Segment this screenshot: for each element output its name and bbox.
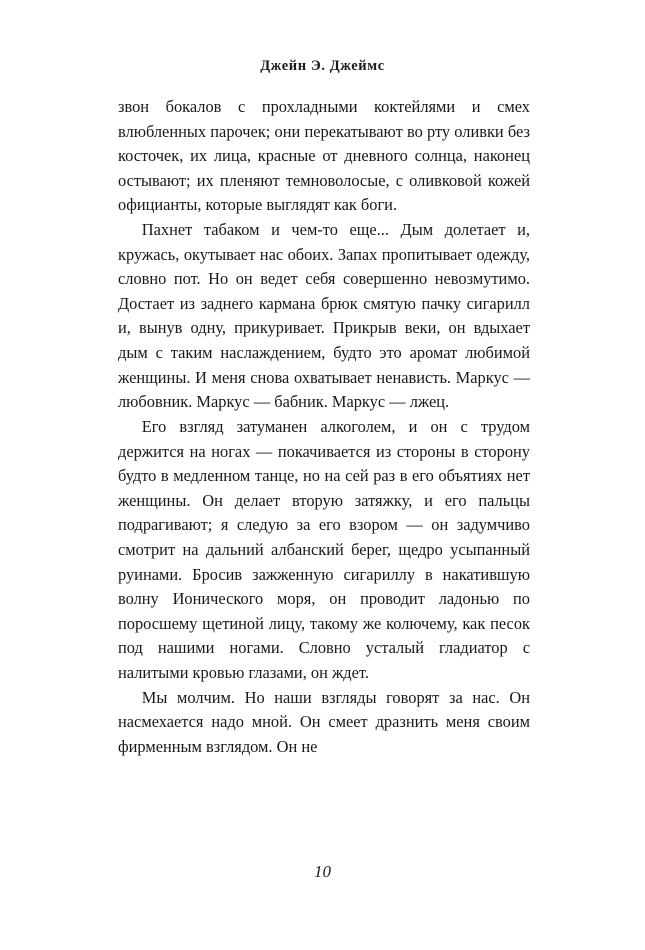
paragraph: Пахнет табаком и чем-то еще... Дым долетает и, кружась, окутывает нас обоих. Запах пропитывает одежду, словно пот. Но он ведет себя совершенно невозмутимо. Достает из заднего кармана брюк смятую пачку сигарилл и, вынув одну, прикуривает. Прикрыв веки, он вдыхает дым с таким наслаждением, будто это аромат любимой женщины. И меня снова охватывает ненависть. Маркус — любовник. Маркус — бабник. Маркус — лжец.: [118, 220, 530, 412]
paragraph: Его взгляд затуманен алкоголем, и он с трудом держится на ногах — покачивается из стороны в сторону будто в медленном танце, но на сей раз в его объятиях нет женщины. Он делает вторую затяжку, и его пальцы подрагивают; я следую за его взором — он задумчиво смотрит на дальний албанский берег, щедро усыпанный руинами. Бросив зажженную сигариллу в накатившую волну Ионического моря, он проводит ладонью по поросшему щетиной лицу, такому же колючему, как песок под нашими ногами. Словно усталый гладиатор с налитыми кровью глазами, он ждет.: [118, 416, 530, 683]
paragraph: звон бокалов с прохладными коктейлями и смех влюбленных парочек; они перекатывают во рту оливки без косточек, их лица, красные от дневного солнца, наконец остывают; их пленяют темноволосые, с оливковой кожей официанты, которые выглядят как боги.: [118, 97, 530, 215]
paragraph: Мы молчим. Но наши взгляды говорят за нас. Он насмехается надо мной. Он смеет дразнить меня своим фирменным взглядом. Он не: [118, 687, 530, 756]
running-head: Джейн Э. Джеймс: [260, 58, 385, 74]
page-number: 10: [314, 862, 331, 881]
body-text: [118, 95, 530, 759]
